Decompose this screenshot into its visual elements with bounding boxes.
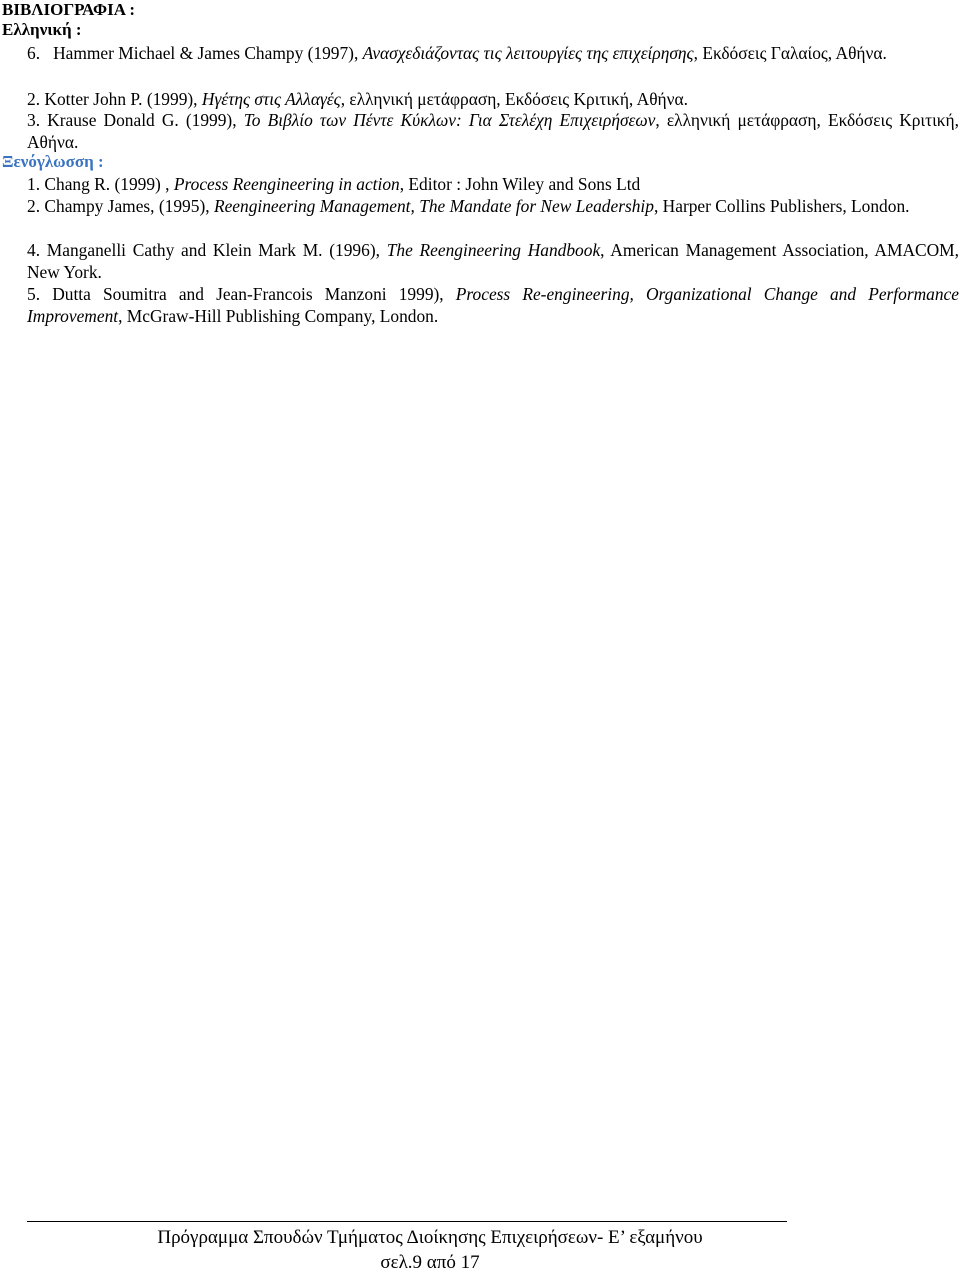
reference-number: 2. — [27, 89, 41, 109]
reference-publisher: , ελληνική μετάφραση, Εκδόσεις Κριτική, Αθήνα. — [27, 110, 959, 152]
reference-number: 6. — [27, 43, 41, 63]
greek-section-heading: Ελληνική : — [2, 20, 82, 39]
reference-authors: Kotter John P. (1999), — [44, 89, 202, 109]
reference-number: 1. — [27, 174, 41, 194]
foreign-reference-item — [27, 173, 959, 195]
reference-publisher: , Harper Collins Publishers, London. — [653, 196, 910, 216]
reference-title: Reengineering Management, The Mandate for New Leadership — [213, 196, 654, 216]
footer-page-number: σελ.9 από 17 — [380, 1252, 480, 1273]
foreign-reference-item — [27, 239, 959, 283]
reference-title: Process Reengineering in action — [173, 174, 400, 194]
reference-title: Ηγέτης στις Αλλαγές — [201, 89, 341, 109]
reference-authors: Chang R. (1999) , — [44, 174, 174, 194]
reference-title: Ανασχεδιάζοντας τις λειτουργίες της επιχείρησης — [362, 43, 694, 63]
reference-title: The Reengineering Handbook — [386, 240, 601, 260]
footer-program-title: Πρόγραμμα Σπουδών Τμήματος Διοίκησης Επιχειρήσεων- Ε’ εξαμήνου — [157, 1227, 703, 1248]
reference-publisher: , American Management Association, AMACOM, New York. — [27, 240, 959, 282]
greek-reference-item — [27, 88, 959, 110]
reference-number: 4. — [27, 240, 41, 260]
reference-title: Το Βιβλίο των Πέντε Κύκλων: Για Στελέχη Επιχειρήσεων — [243, 110, 656, 130]
bibliography-heading: ΒΙΒΛΙΟΓΡΑΦΙΑ : — [2, 0, 136, 19]
reference-authors: Dutta Soumitra and Jean-Francois Manzoni 1999), — [52, 284, 456, 304]
foreign-section-heading: Ξενόγλωσση : — [2, 152, 104, 171]
foreign-reference-item — [27, 283, 959, 327]
greek-reference-item — [27, 109, 959, 153]
reference-number: 3. — [27, 110, 41, 130]
footer-divider — [27, 1221, 787, 1222]
reference-publisher: , ελληνική μετάφραση, Εκδόσεις Κριτική, Αθήνα. — [340, 89, 688, 109]
reference-publisher: , McGraw-Hill Publishing Company, London. — [118, 306, 439, 326]
greek-reference-item — [27, 42, 959, 64]
foreign-reference-item — [27, 195, 959, 217]
reference-authors: Hammer Michael & James Champy (1997), — [53, 43, 363, 63]
reference-title: Process Re-engineering, Organizational Change and Performance Improvement — [27, 284, 959, 326]
reference-publisher: , Editor : John Wiley and Sons Ltd — [399, 174, 641, 194]
reference-authors: Krause Donald G. (1999), — [47, 110, 244, 130]
reference-authors: Manganelli Cathy and Klein Mark M. (1996), — [46, 240, 387, 260]
reference-number: 5. — [27, 284, 41, 304]
reference-number: 2. — [27, 196, 41, 216]
reference-publisher: , Εκδόσεις Γαλαίος, Αθήνα. — [693, 43, 887, 63]
reference-authors: Champy James, (1995), — [44, 196, 214, 216]
